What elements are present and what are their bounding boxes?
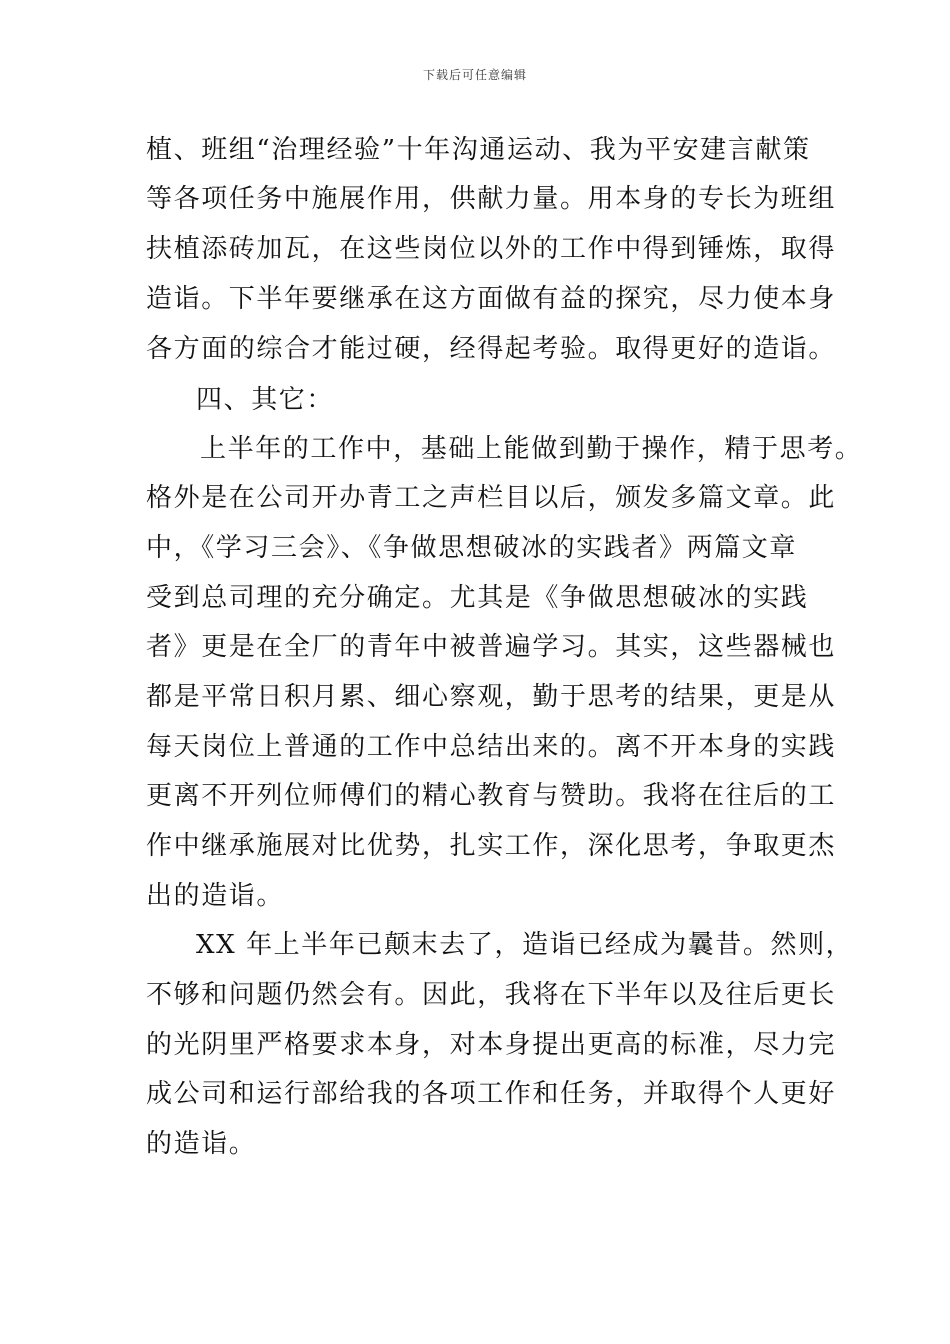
body-line: 都是平常日积月累、细心察观，勤于思考的结果，更是从: [146, 682, 837, 712]
body-line: 作中继承施展对比优势，扎实工作，深化思考，争取更杰: [146, 831, 837, 861]
body-line: 格外是在公司开办青工之声栏目以后，颁发多篇文章。此: [146, 483, 837, 513]
body-line: 造诣。下半年要继承在这方面做有益的探究，尽力使本身: [146, 284, 837, 314]
body-line: XX 年上半年已颠末去了，造诣已经成为曩昔。然则，: [196, 930, 854, 960]
body-line: 不够和问题仍然会有。因此，我将在下半年以及往后更长: [146, 980, 837, 1010]
body-line: 植、班组“治理经验”十年沟通运动、我为平安建言献策: [146, 135, 811, 165]
section-heading: 四、其它：: [196, 385, 335, 415]
body-line: 上半年的工作中，基础上能做到勤于操作，精于思考。: [200, 434, 863, 464]
body-line: 等各项任务中施展作用，供献力量。用本身的专长为班组: [146, 184, 837, 214]
body-line: 者》更是在全厂的青年中被普遍学习。其实，这些器械也: [146, 632, 837, 662]
body-line: 的造诣。: [146, 1129, 257, 1159]
body-line: 各方面的综合才能过硬，经得起考验。取得更好的造诣。: [146, 334, 837, 364]
body-line: 受到总司理的充分确定。尤其是《争做思想破冰的实践: [146, 583, 809, 613]
body-line: 的光阴里严格要求本身，对本身提出更高的标准，尽力完: [146, 1030, 837, 1060]
body-line: 扶植添砖加瓦，在这些岗位以外的工作中得到锤炼，取得: [146, 234, 837, 264]
body-line: 出的造诣。: [146, 881, 285, 911]
body-line: 中，《学习三会》、《争做思想破冰的实践者》两篇文章: [146, 533, 798, 563]
body-line: 成公司和运行部给我的各项工作和任务，并取得个人更好: [146, 1079, 837, 1109]
body-line: 每天岗位上普通的工作中总结出来的。离不开本身的实践: [146, 732, 837, 762]
body-line: 更离不开列位师傅们的精心教育与赞助。我将在往后的工: [146, 781, 837, 811]
page-header: 下载后可任意编辑: [422, 68, 527, 82]
